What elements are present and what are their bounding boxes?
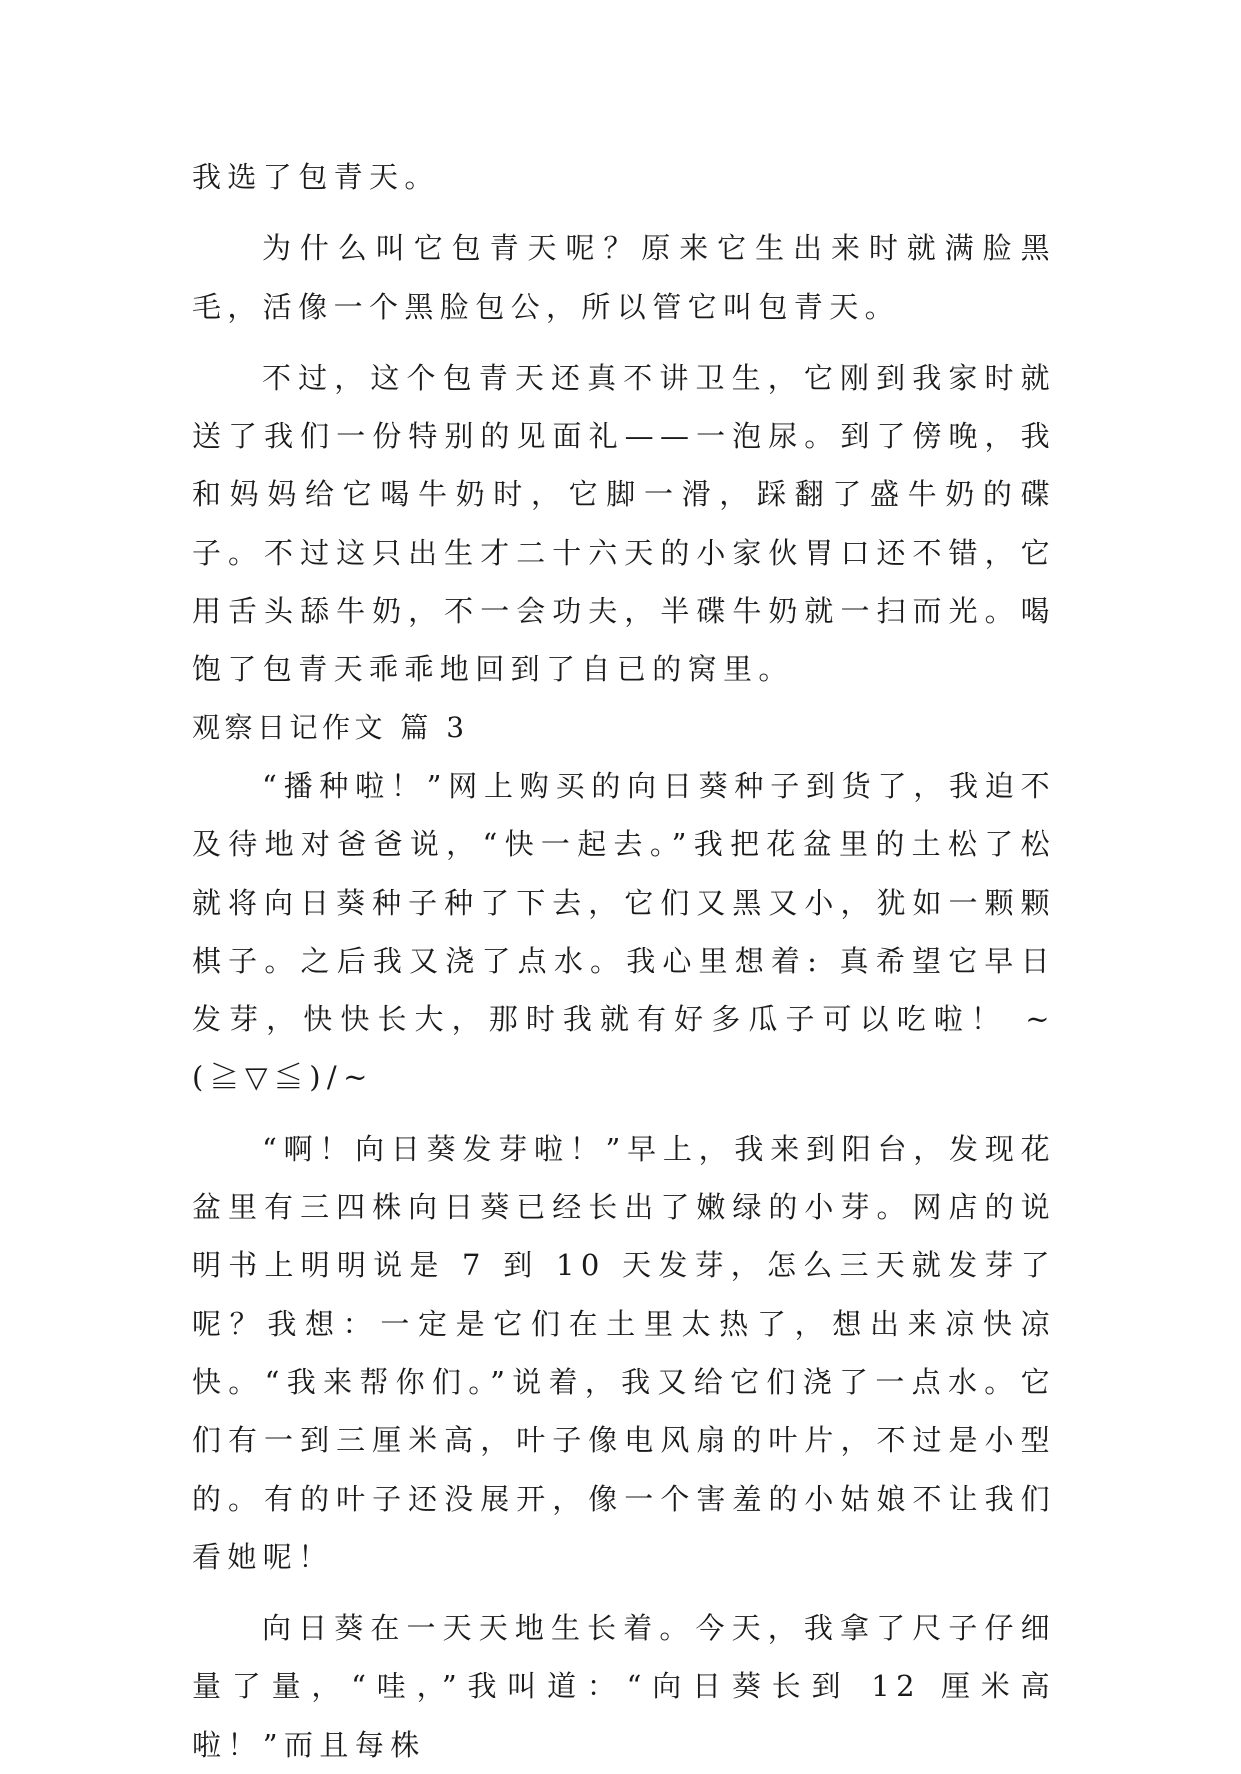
section-heading: 观察日记作文 篇 3	[192, 710, 469, 744]
paragraph-1: 我选了包青天。	[192, 160, 440, 194]
document-body	[192, 148, 1056, 1774]
paragraph-4: “播种啦！”网上购买的向日葵种子到货了，我迫不及待地对爸爸说，“快一起去。”我把花盆里的土松了松就将向日葵种子种了下去，它们又黑又小，犹如一颗颗棋子。之后我又浇了点水。我心里想着: 真希望它早日发芽，快快长大，那时我就有好多瓜子可以吃啦！ ~(≧▽≦)/~	[192, 768, 1056, 1095]
paragraph-6: 向日葵在一天天地生长着。今天，我拿了尺子仔细量了量，“哇，”我叫道：“向日葵长到 12 厘米高啦！”而且每株	[192, 1611, 1056, 1762]
paragraph-2: 为什么叫它包青天呢？原来它生出来时就满脸黑毛，活像一个黑脸包公，所以管它叫包青天。	[192, 231, 1056, 324]
paragraph-5: “啊！向日葵发芽啦！”早上，我来到阳台，发现花盆里有三四株向日葵已经长出了嫩绿的小芽。网店的说明书上明明说是 7 到 10 天发芽，怎么三天就发芽了呢？我想：一定是它们在土里太热了，想出来凉快凉快。“我来帮你们。”说着，我又给它们浇了一点水。它们有一到三厘米高，叶子像电风扇的叶片，不过是小型的。有的叶子还没展开，像一个害羞的小姑娘不让我们看她呢！	[192, 1131, 1056, 1574]
paragraph-3: 不过，这个包青天还真不讲卫生，它刚到我家时就送了我们一份特别的见面礼——一泡尿。到了傍晚，我和妈妈给它喝牛奶时，它脚一滑，踩翻了盛牛奶的碟子。不过这只出生才二十六天的小家伙胃口还不错，它用舌头舔牛奶，不一会功夫，半碟牛奶就一扫而光。喝饱了包青天乖乖地回到了自已的窝里。	[192, 360, 1056, 687]
